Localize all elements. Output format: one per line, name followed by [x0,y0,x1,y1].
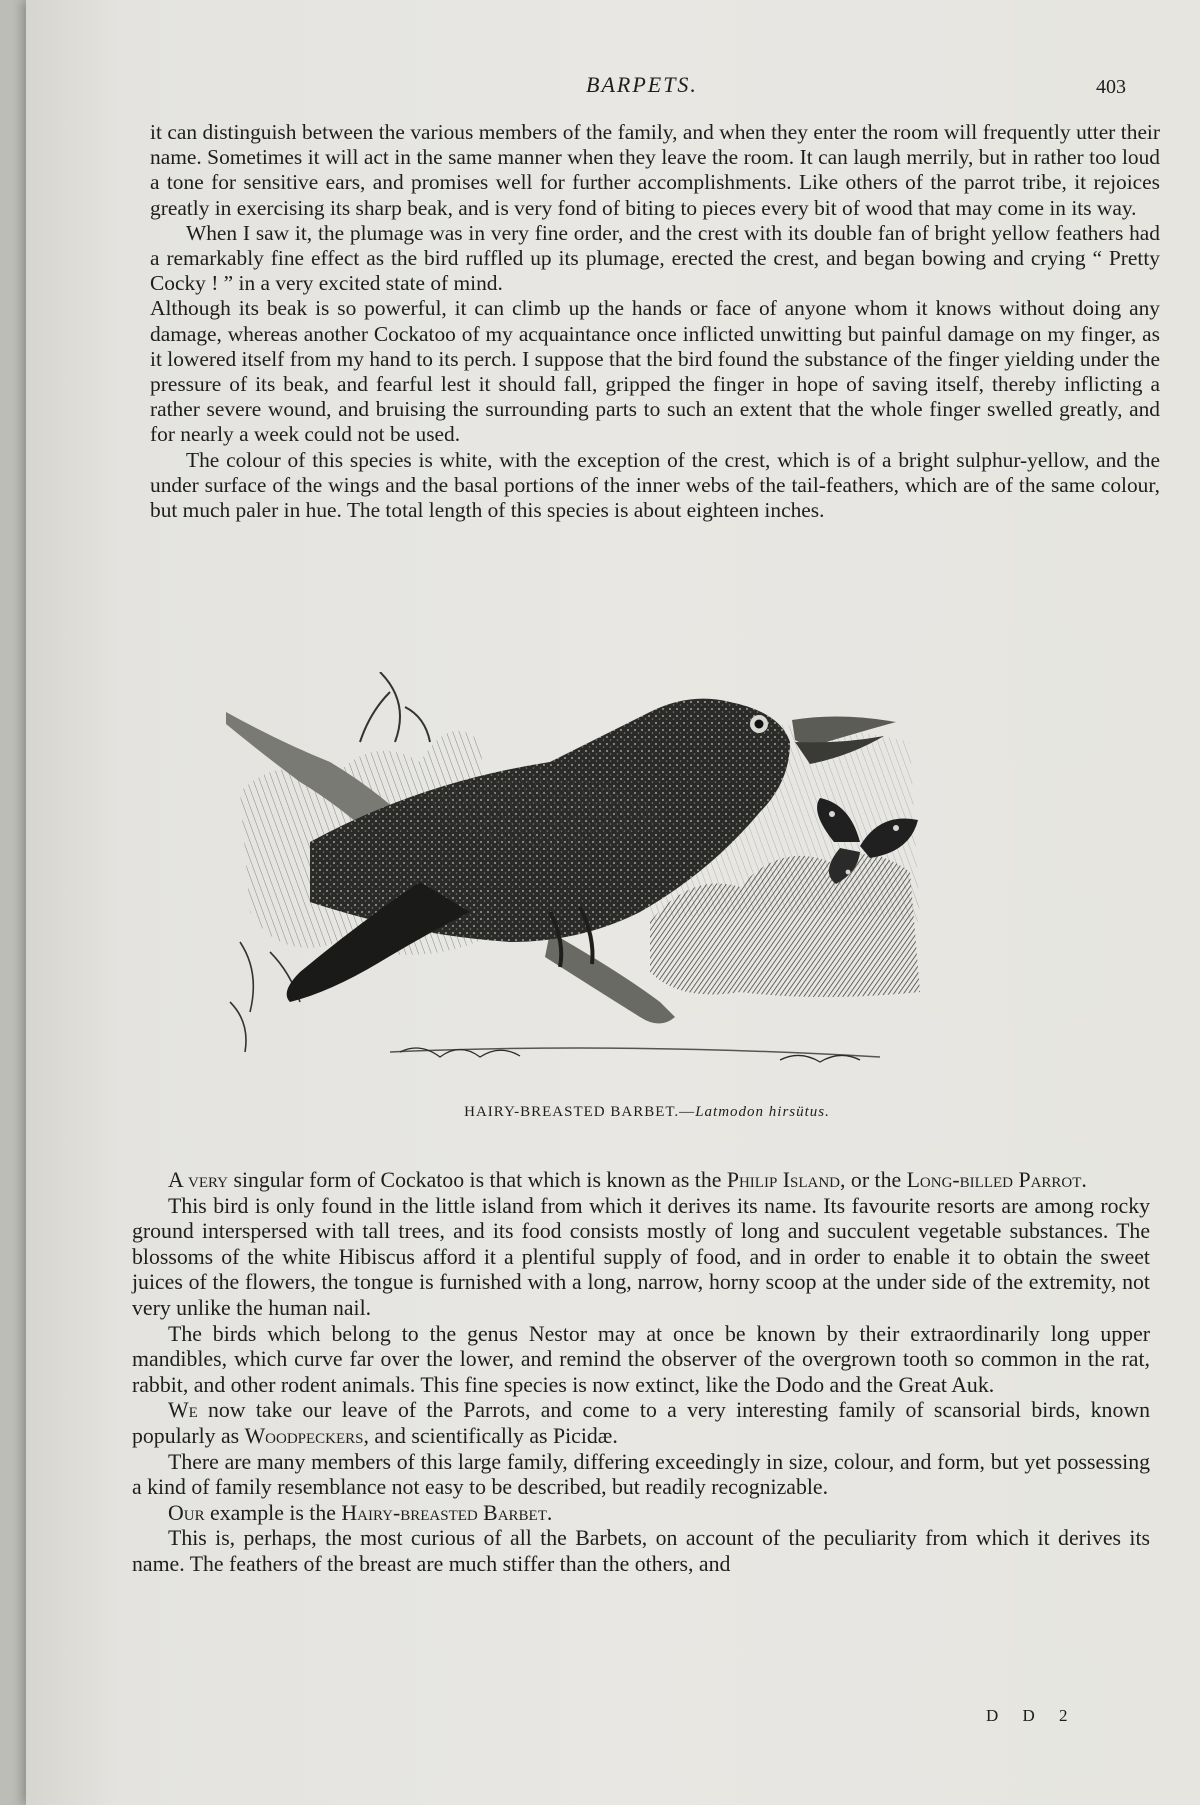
text-run: , and scientifically as Picidæ. [363,1423,618,1448]
paragraph-3: Although its beak is so powerful, it can climb up the hands or face of anyone whom it knows without doing any damage, whereas another Cockatoo of my acquaintance once inflicted unwitting but painful damage on my finger, as it lowered itself from my hand to its perch. I suppose that the bird found the substance of the finger yielding under the pressure of its beak, and fearful lest it should fall, gripped the finger in hope of saving itself, thereby inflicting a rather severe wound, and bruising the surrounding parts to such an extent that the whole finger swelled greatly, and for nearly a week could not be used. [150,296,1160,447]
running-title: BARPETS. [586,72,698,97]
figure-caption [220,1104,1074,1121]
text-run: A [168,1168,188,1192]
paragraph-5 [132,1168,1150,1194]
page-header [26,72,1200,104]
text-run: Long-billed Parrot [906,1168,1082,1192]
text-run: now take our leave of the Parrots, and come to a very interesting family of scansorial birds, known popularly as [132,1398,1150,1448]
text-run: . [546,1500,553,1525]
paragraph-9 [132,1450,1150,1501]
text-run: There are many members of this large family, differing exceedingly in size, colour, and form, but yet possessing a kind of family resemblance not easy to be described, but readily recognizable. [132,1449,1150,1500]
page-number: 403 [1096,76,1126,98]
text-run: singular form of Cockatoo is that which is known as the [228,1168,727,1192]
text-run: The birds which belong to the genus Nestor may at once be known by their extraordinarily long upper mandibles, which curve far over the lower, and remind the observer of the overgrown tooth so common in the rat, rabbit, and other rodent animals. This fine species is now extinct, like the Dodo and the Great Auk. [132,1321,1150,1397]
text-run: Our [168,1500,205,1525]
text-run: example is the [204,1500,342,1525]
text-run: This bird is only found in the little island from which it derives its name. Its favourite resorts are among rocky ground interspersed with tall trees, and its food consists mostly of long and succulent vegetable substances. The blossoms of the white Hibiscus afford it a plentiful supply of food, and in order to enable it to obtain the sweet juices of the flowers, the tongue is furnished with a long, narrow, horny scoop at the under side of the extremity, not very unlike the human nail. [132,1193,1150,1320]
text-run: Philip Island [726,1168,841,1192]
paragraph-2: When I saw it, the plumage was in very fine order, and the crest with its double fan of bright yellow feathers had a remarkably fine effect as the bird ruffled up its plumage, erected the crest, and began bowing and crying “ Pretty Cocky ! ” in a very excited state of mind. [150,220,1160,296]
text-run: . [1081,1168,1087,1192]
caption-latin-name: Latmodon hirsütus. [695,1104,830,1120]
paragraph-8 [132,1398,1150,1449]
paragraph-6 [132,1194,1150,1322]
book-page [26,0,1200,1805]
engraver-signature-right [780,1055,860,1062]
paragraph-11 [132,1526,1150,1577]
caption-common-name: HAIRY-BREASTED BARBET.— [464,1104,696,1120]
text-run: This is, perhaps, the most curious of all the Barbets, on account of the peculiarity from which it derives its name. The feathers of the breast are much stiffer than the others, and [132,1526,1150,1576]
bottom-text-block [132,1168,1150,1578]
barbet-engraving [220,672,1074,1092]
top-text-block [150,120,1160,523]
paragraph-10 [132,1501,1150,1527]
paragraph-1: it can distinguish between the various members of the family, and when they enter the room will frequently utter their name. Sometimes it will act in the same manner when they leave the room. It can laugh merrily, but in rather too loud a tone for sensitive ears, and promises well for further accomplishments. Like others of the parrot tribe, it rejoices greatly in exercising its sharp beak, and is very fond of biting to pieces every bit of wood that may come in its way. [150,120,1160,220]
text-run: We [168,1398,198,1423]
text-run: Woodpeckers [244,1423,364,1448]
paragraph-4: The colour of this species is white, with the exception of the crest, which is of a bright sulphur-yellow, and the under surface of the wings and the basal portions of the inner webs of the tail-feathers, which are of the same colour, but much paler in hue. The total length of this species is about eighteen inches. [150,447,1160,523]
text-run: Hairy-breasted Barbet [341,1500,547,1525]
paragraph-7 [132,1322,1150,1399]
text-run: , or the [840,1168,907,1192]
text-run: very [188,1168,229,1192]
barbet-illustration [220,672,1074,1092]
signature-mark: D D 2 [986,1706,1078,1725]
